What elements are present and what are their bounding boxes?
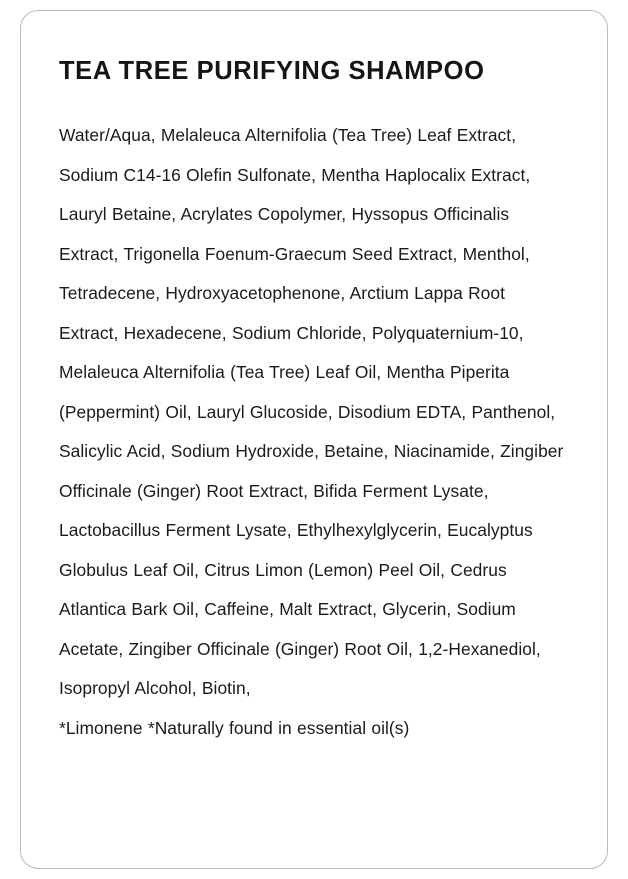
label-content: [21, 11, 607, 778]
ingredients-footnote: *Limonene *Naturally found in essential oil(s): [59, 717, 410, 738]
ingredients-text: Water/Aqua, Melaleuca Alternifolia (Tea Tree) Leaf Extract, Sodium C14-16 Olefin Sulfonate, Mentha Haplocalix Extract, Lauryl Betaine, Acrylates Copolymer, Hyssopus Officinalis Extract, Trigonella Foenum-Graecum Seed Extract, Menthol, Tetradecene, Hydroxyacetophenone, Arctium Lappa Root Extract, Hexadecene, Sodium Chloride, Polyquaternium-10, Melaleuca Alternifolia (Tea Tree) Leaf Oil, Mentha Piperita (Peppermint) Oil, Lauryl Glucoside, Disodium EDTA, Panthenol, Salicylic Acid, Sodium Hydroxide, Betaine, Niacinamide, Zingiber Officinale (Ginger) Root Extract, Bifida Ferment Lysate, Lactobacillus Ferment Lysate, Ethylhexylglycerin, Eucalyptus Globulus Leaf Oil, Citrus Limon (Lemon) Peel Oil, Cedrus Atlantica Bark Oil, Caffeine, Malt Extract, Glycerin, Sodium Acetate, Zingiber Officinale (Ginger) Root Oil, 1,2-Hexanediol, Isopropyl Alcohol, Biotin,: [59, 125, 564, 699]
product-title: TEA TREE PURIFYING SHAMPOO: [59, 57, 485, 85]
ingredient-label-card: [20, 10, 608, 869]
ingredients-list: [59, 116, 569, 748]
